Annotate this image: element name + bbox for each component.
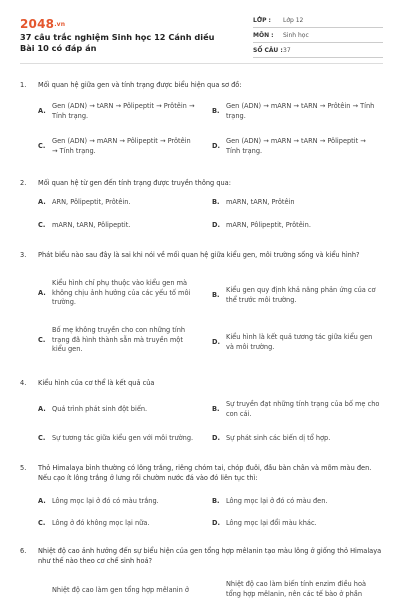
option-b[interactable]: [212, 198, 382, 208]
option-d[interactable]: [212, 519, 382, 529]
option-a[interactable]: [38, 102, 198, 121]
divider: [253, 57, 383, 58]
meta-label: MÔN :: [253, 32, 274, 39]
option-label: C.: [38, 335, 46, 344]
option-c[interactable]: [38, 434, 208, 444]
option-text: Gen (ADN) → mARN → tARN → Prôtêin → Tính trạng.: [226, 102, 375, 120]
divider: [253, 27, 383, 28]
question-number: 1.: [20, 81, 27, 89]
option-c[interactable]: [38, 137, 198, 156]
question-number: 4.: [20, 379, 27, 387]
meta-label: LỚP :: [253, 17, 271, 24]
header-divider: [20, 63, 383, 64]
divider: [253, 42, 383, 43]
option-d[interactable]: [212, 137, 382, 156]
question-text: Nhiệt độ cao ảnh hưởng đến sự biểu hiện của gen tổng hợp mêlanin tạo màu lông ở giống thỏ Himalaya như thế nào theo cơ chế sinh hoá?: [38, 547, 382, 565]
logo-text: 2048: [20, 17, 55, 31]
option-label: A.: [38, 405, 46, 413]
option-label: D.: [212, 141, 220, 150]
option-b[interactable]: [212, 497, 382, 507]
option-d[interactable]: [212, 434, 382, 444]
option-b[interactable]: [212, 400, 382, 419]
site-logo[interactable]: [20, 17, 65, 31]
option-b[interactable]: [212, 580, 382, 599]
question-number: 2.: [20, 179, 27, 187]
question-number: 5.: [20, 464, 27, 472]
meta-label: SỐ CÂU :: [253, 47, 283, 54]
option-c[interactable]: [38, 326, 198, 355]
option-label: D.: [212, 337, 220, 346]
option-text: Kiểu gen quy định khả năng phản ứng của cơ thể trước môi trường.: [226, 286, 376, 304]
meta-value: Lớp 12: [283, 17, 304, 24]
option-text: Lông mọc lại ở đó có màu đen.: [226, 497, 328, 505]
option-text: Quá trình phát sinh đột biến.: [52, 405, 148, 413]
question-number: 6.: [20, 547, 27, 555]
option-b[interactable]: [212, 286, 382, 305]
option-label: A.: [38, 198, 46, 206]
option-text: Gen (ADN) → mARN → tARN → Pôlipeptit → Tính trạng.: [226, 137, 366, 155]
option-d[interactable]: [212, 333, 382, 352]
option-a[interactable]: [38, 586, 203, 596]
option-text: mARN, tARN, Pôlipeptit.: [52, 221, 131, 229]
question-text: Kiểu hình của cơ thể là kết quả của: [38, 379, 155, 387]
option-label: B.: [212, 497, 220, 505]
option-label: B.: [212, 290, 220, 299]
option-text: mARN, Pôlipeptit, Prôtêin.: [226, 221, 311, 229]
logo-suffix: .vn: [54, 21, 66, 28]
option-label: A.: [38, 288, 46, 297]
page-title: 37 câu trắc nghiệm Sinh học 12 Cánh diều Bài 10 có đáp án: [20, 32, 215, 53]
option-label: B.: [212, 198, 220, 206]
option-d[interactable]: [212, 221, 382, 231]
option-text: Lông mọc lại ở đó có màu trắng.: [52, 497, 159, 505]
option-text: ARN, Pôlipeptit, Prôtêin.: [52, 198, 131, 206]
option-label: B.: [212, 404, 220, 413]
option-text: Bố mẹ không truyền cho con những tính trạng đã hình thành sẵn mà truyền một kiểu gen.: [52, 326, 186, 353]
option-b[interactable]: [212, 102, 382, 121]
meta-value: Sinh học: [283, 32, 309, 39]
option-text: Sự tương tác giữa kiểu gen với môi trường.: [52, 434, 194, 442]
option-text: mARN, tARN, Prôtêin: [226, 198, 295, 206]
option-text: Sự phát sinh các biến dị tổ hợp.: [226, 434, 331, 442]
question-text: Mối quan hệ từ gen đến tính trạng được truyền thông qua:: [38, 179, 231, 187]
option-label: D.: [212, 221, 220, 229]
option-text: Nhiệt độ cao làm biến tính enzim điều hoà tổng hợp mêlanin, nên các tế bào ở phần: [226, 580, 367, 598]
option-text: Nhiệt độ cao làm gen tổng hợp mêlanin ở: [52, 586, 189, 594]
option-label: A.: [38, 497, 46, 505]
option-a[interactable]: [38, 198, 198, 208]
question-text: Phát biểu nào sau đây là sai khi nói về mối quan hệ giữa kiểu gen, môi trường sống và kiểu hình?: [38, 251, 360, 259]
option-text: Gen (ADN) → mARN → Pôlipeptit → Prôtêin → Tính trạng.: [52, 137, 191, 155]
question-text: Thỏ Himalaya bình thường có lông trắng, riêng chóm tai, chóp đuôi, đầu bàn chân và mõm màu đen. Nếu cạo ít lông trắng ở lưng rồi chườm nước đá vào đó liên tục thì:: [38, 464, 372, 482]
option-label: C.: [38, 434, 46, 442]
option-label: A.: [38, 106, 46, 115]
option-label: C.: [38, 141, 46, 150]
option-a[interactable]: [38, 497, 198, 507]
option-label: D.: [212, 519, 220, 527]
question-text: Mối quan hệ giữa gen và tính trạng được biểu hiện qua sơ đồ:: [38, 81, 242, 89]
option-a[interactable]: [38, 405, 198, 415]
option-c[interactable]: [38, 519, 198, 529]
meta-value: 37: [283, 47, 291, 54]
option-label: D.: [212, 434, 220, 442]
option-a[interactable]: [38, 279, 198, 308]
page-header: [0, 0, 400, 62]
option-text: Lông mọc lại đổi màu khác.: [226, 519, 317, 527]
option-c[interactable]: [38, 221, 198, 231]
option-label: C.: [38, 221, 46, 229]
option-text: Lông ở đó không mọc lại nữa.: [52, 519, 150, 527]
option-text: Kiểu hình chỉ phụ thuộc vào kiểu gen mà không chịu ảnh hưởng của các yếu tố môi trường.: [52, 279, 191, 306]
option-text: Sự truyền đạt những tính trạng của bố mẹ cho con cái.: [226, 400, 380, 418]
option-text: Kiểu hình là kết quả tương tác giữa kiểu gen và môi trường.: [226, 333, 373, 351]
option-label: B.: [212, 106, 220, 115]
question-number: 3.: [20, 251, 27, 259]
option-label: C.: [38, 519, 46, 527]
option-text: Gen (ADN) → tARN → Pôlipeptit → Prôtêin → Tính trạng.: [52, 102, 195, 120]
